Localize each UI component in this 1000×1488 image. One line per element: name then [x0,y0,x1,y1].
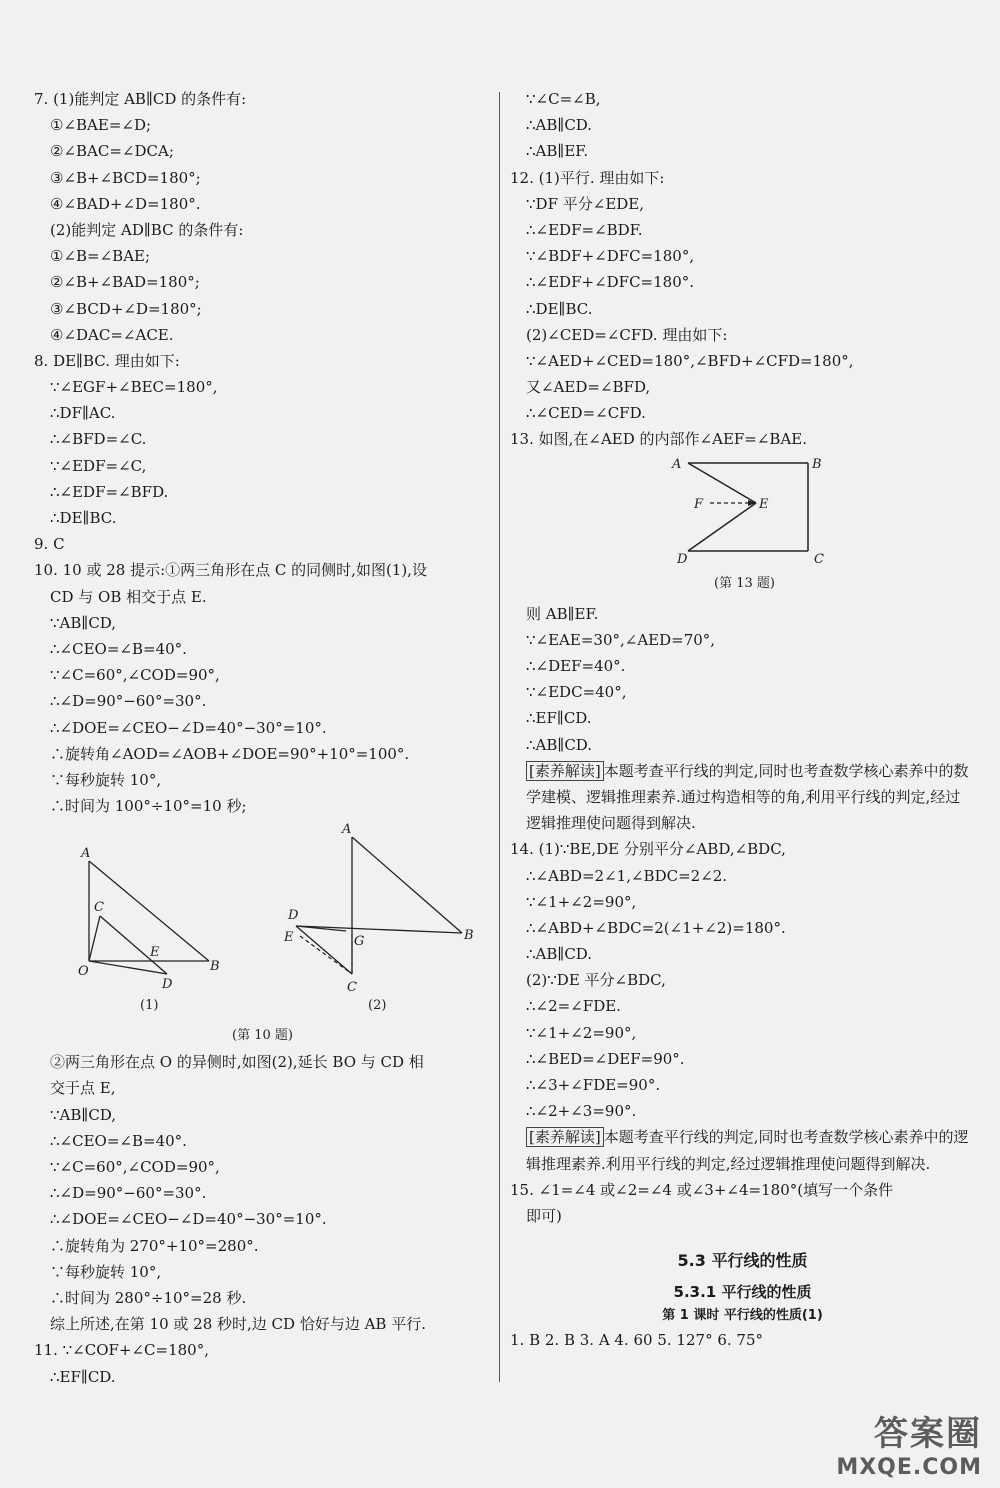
q10-line: ∴旋转角为 270°+10°=280°. [50,1236,259,1255]
q14-note-tag: [素养解读] [526,1127,604,1147]
q10-line: ∴时间为 100°÷10°=10 秒; [50,797,247,816]
q10-line: ∴∠CEO=∠B=40°. [50,639,187,658]
q10-figure [34,819,494,1049]
q11-cont-line: ∴AB∥CD. [526,116,593,135]
q10-line: ∵每秒旋转 10°, [50,1262,162,1281]
q13-then: 则 AB∥EF. [526,604,599,623]
q8-line: ∴DE∥BC. [50,509,117,527]
right-column [510,86,975,1353]
q12-line: ∵∠BDF+∠DFC=180°, [526,247,695,266]
q11-line: ∴EF∥CD. [50,1367,116,1386]
q10-figure-caption: (第 10 题) [232,1028,293,1044]
q14-line: ∵∠1+∠2=90°, [526,1023,637,1042]
q11-cont-line: ∴AB∥EF. [526,142,589,161]
q12-head2: (2)∠CED=∠CFD. 理由如下: [526,325,728,344]
watermark-url: MXQE.COM [836,1455,982,1480]
q13-line: ∴∠DEF=40°. [526,657,626,675]
q14-head: 14. (1)∵BE,DE 分别平分∠ABD,∠BDC, [510,840,786,859]
q10-line: ∵∠C=60°,∠COD=90°, [50,1158,220,1176]
q14-note-text: 本题考查平行线的判定,同时也考查数学核心素养中的逻辑推理素养.利用平行线的判定,经过逻辑推理使问题得到解决. [526,1128,969,1173]
fig13-label-B: B [812,456,822,472]
fig13-label-D: D [677,551,688,567]
q10-line: ∵AB∥CD, [50,1105,117,1124]
q13-line: ∴EF∥CD. [526,709,592,728]
q11-cont-line: ∵∠C=∠B, [526,90,601,108]
q14-line: ∴AB∥CD. [526,945,593,964]
fig1-label-O: O [78,964,89,980]
q7-head: 7. (1)能判定 AB∥CD 的条件有: [34,90,247,108]
q10-head: 10. 10 或 28 提示:①两三角形在点 C 的同侧时,如图(1),设 [34,561,427,580]
q12-head: 12. (1)平行. 理由如下: [510,168,665,187]
q7-item: ②∠B+∠BAD=180°; [50,273,200,292]
q10-conclusion: 综上所述,在第 10 或 28 秒时,边 CD 恰好与边 AB 平行. [50,1315,426,1334]
q14-line: ∴∠ABD+∠BDC=2(∠1+∠2)=180°. [526,918,786,937]
q7-item: ③∠B+∠BCD=180°; [50,168,201,187]
q8-line: ∴∠BFD=∠C. [50,430,147,449]
q15-cont: 即可) [526,1207,562,1226]
subsection-title: 5.3.1 平行线的性质 [673,1283,812,1302]
q10-line: ∴旋转角∠AOD=∠AOB+∠DOE=90°+10°=100°. [50,744,410,763]
q7-item: ①∠B=∠BAE; [50,247,151,266]
q8-head: 8. DE∥BC. 理由如下: [34,351,180,370]
q10-line: ∴时间为 280°÷10°=28 秒. [50,1288,247,1307]
q14-line: ∴∠2+∠3=90°. [526,1102,637,1121]
q13-note-tag: [素养解读] [526,761,604,781]
q11-head: 11. ∵∠COF+∠C=180°, [34,1341,209,1360]
q13-note-text: 本题考查平行线的判定,同时也考查数学核心素养中的数学建模、逻辑推理素养.通过构造相等的角,利用平行线的判定,经过逻辑推理使问题得到解决. [526,761,969,833]
q7-item: ①∠BAE=∠D; [50,116,152,135]
q14-head2: (2)∵DE 平分∠BDC, [526,971,666,990]
q12-line: ∴∠EDF+∠DFC=180°. [526,273,695,292]
q14-line: ∴∠ABD=2∠1,∠BDC=2∠2. [526,866,728,885]
q8-line: ∴DF∥AC. [50,404,116,423]
q12-line: 又∠AED=∠BFD, [526,378,651,397]
q10-line: ∵每秒旋转 10°, [50,770,162,789]
q10-line: ∴∠DOE=∠CEO−∠D=40°−30°=10°. [50,1210,327,1229]
q10-line: ∴∠CEO=∠B=40°. [50,1131,187,1150]
q10-diagram [34,819,494,1049]
q15-head: 15. ∠1=∠4 或∠2=∠4 或∠3+∠4=180°(填写一个条件 [510,1180,894,1199]
q13-figure-caption: (第 13 题) [714,575,775,591]
q12-line: ∵∠AED+∠CED=180°,∠BFD+∠CFD=180°, [526,351,854,370]
q7-item: ④∠BAD+∠D=180°. [50,194,201,213]
q13-figure [510,453,975,601]
fig1-label-B: B [210,959,220,975]
fig1-number: (1) [140,998,159,1014]
q10-line: ∴∠D=90°−60°=30°. [50,1184,207,1203]
q12-line: ∴∠CED=∠CFD. [526,404,646,423]
q10-line: ∴∠DOE=∠CEO−∠D=40°−30°=10°. [50,718,327,737]
fig2-number: (2) [368,998,387,1014]
q10-case2-cont: 交于点 E, [50,1079,116,1098]
q13-line: ∵∠EDC=40°, [526,683,627,702]
q12-line: ∵DF 平分∠EDE, [526,194,645,213]
fig2-label-G: G [354,934,365,950]
fig2-label-A: A [342,822,352,838]
fig1-label-C: C [94,900,104,916]
column-divider [499,92,500,1382]
q8-line: ∴∠EDF=∠BFD. [50,482,169,501]
q14-line: ∵∠1+∠2=90°, [526,892,637,911]
fig2-label-C: C [347,980,357,996]
fig2-label-D: D [288,908,299,924]
q12-line: ∴DE∥BC. [526,299,593,318]
q14-note [510,1124,975,1176]
lesson-answers: 1. B 2. B 3. A 4. 60 5. 127° 6. 75° [510,1331,764,1350]
q14-line: ∴∠2=∠FDE. [526,997,621,1016]
q10-head-cont: CD 与 OB 相交于点 E. [50,587,207,606]
fig13-label-F: F [694,496,704,512]
q10-line: ∴∠D=90°−60°=30°. [50,692,207,711]
q14-line: ∴∠3+∠FDE=90°. [526,1076,661,1095]
q7-head2: (2)能判定 AD∥BC 的条件有: [50,220,244,239]
q10-case2-head: ②两三角形在点 O 的异侧时,如图(2),延长 BO 与 CD 相 [50,1053,424,1072]
lesson-title: 第 1 课时 平行线的性质(1) [662,1308,823,1324]
fig13-label-C: C [814,551,824,567]
q10-line: ∵∠C=60°,∠COD=90°, [50,666,220,685]
q14-line: ∴∠BED=∠DEF=90°. [526,1049,685,1068]
q12-line: ∴∠EDF=∠BDF. [526,220,643,239]
fig1-label-D: D [162,977,173,993]
q13-diagram [510,453,975,601]
q7-item: ④∠DAC=∠ACE. [50,325,174,344]
q7-item: ②∠BAC=∠DCA; [50,142,174,161]
q13-line: ∴AB∥CD. [526,735,593,754]
fig1-label-A: A [81,846,91,862]
q13-head: 13. 如图,在∠AED 的内部作∠AEF=∠BAE. [510,430,808,449]
fig2-label-E: E [284,930,294,946]
fig2-label-B: B [464,928,474,944]
watermark [836,1406,982,1480]
q10-line: ∵AB∥CD, [50,613,117,632]
watermark-logo-text: 答案圈 [874,1414,982,1454]
q13-note [510,758,975,837]
q13-line: ∵∠EAE=30°,∠AED=70°, [526,630,716,649]
q8-line: ∵∠EDF=∠C, [50,456,147,475]
fig1-label-E: E [150,945,160,961]
left-column [34,86,494,1390]
q7-item: ③∠BCD+∠D=180°; [50,299,202,318]
q8-line: ∵∠EGF+∠BEC=180°, [50,378,218,397]
fig13-label-E: E [759,496,769,512]
section-title: 5.3 平行线的性质 [677,1251,808,1271]
q9-answer: 9. C [34,535,65,554]
fig13-label-A: A [672,456,682,472]
